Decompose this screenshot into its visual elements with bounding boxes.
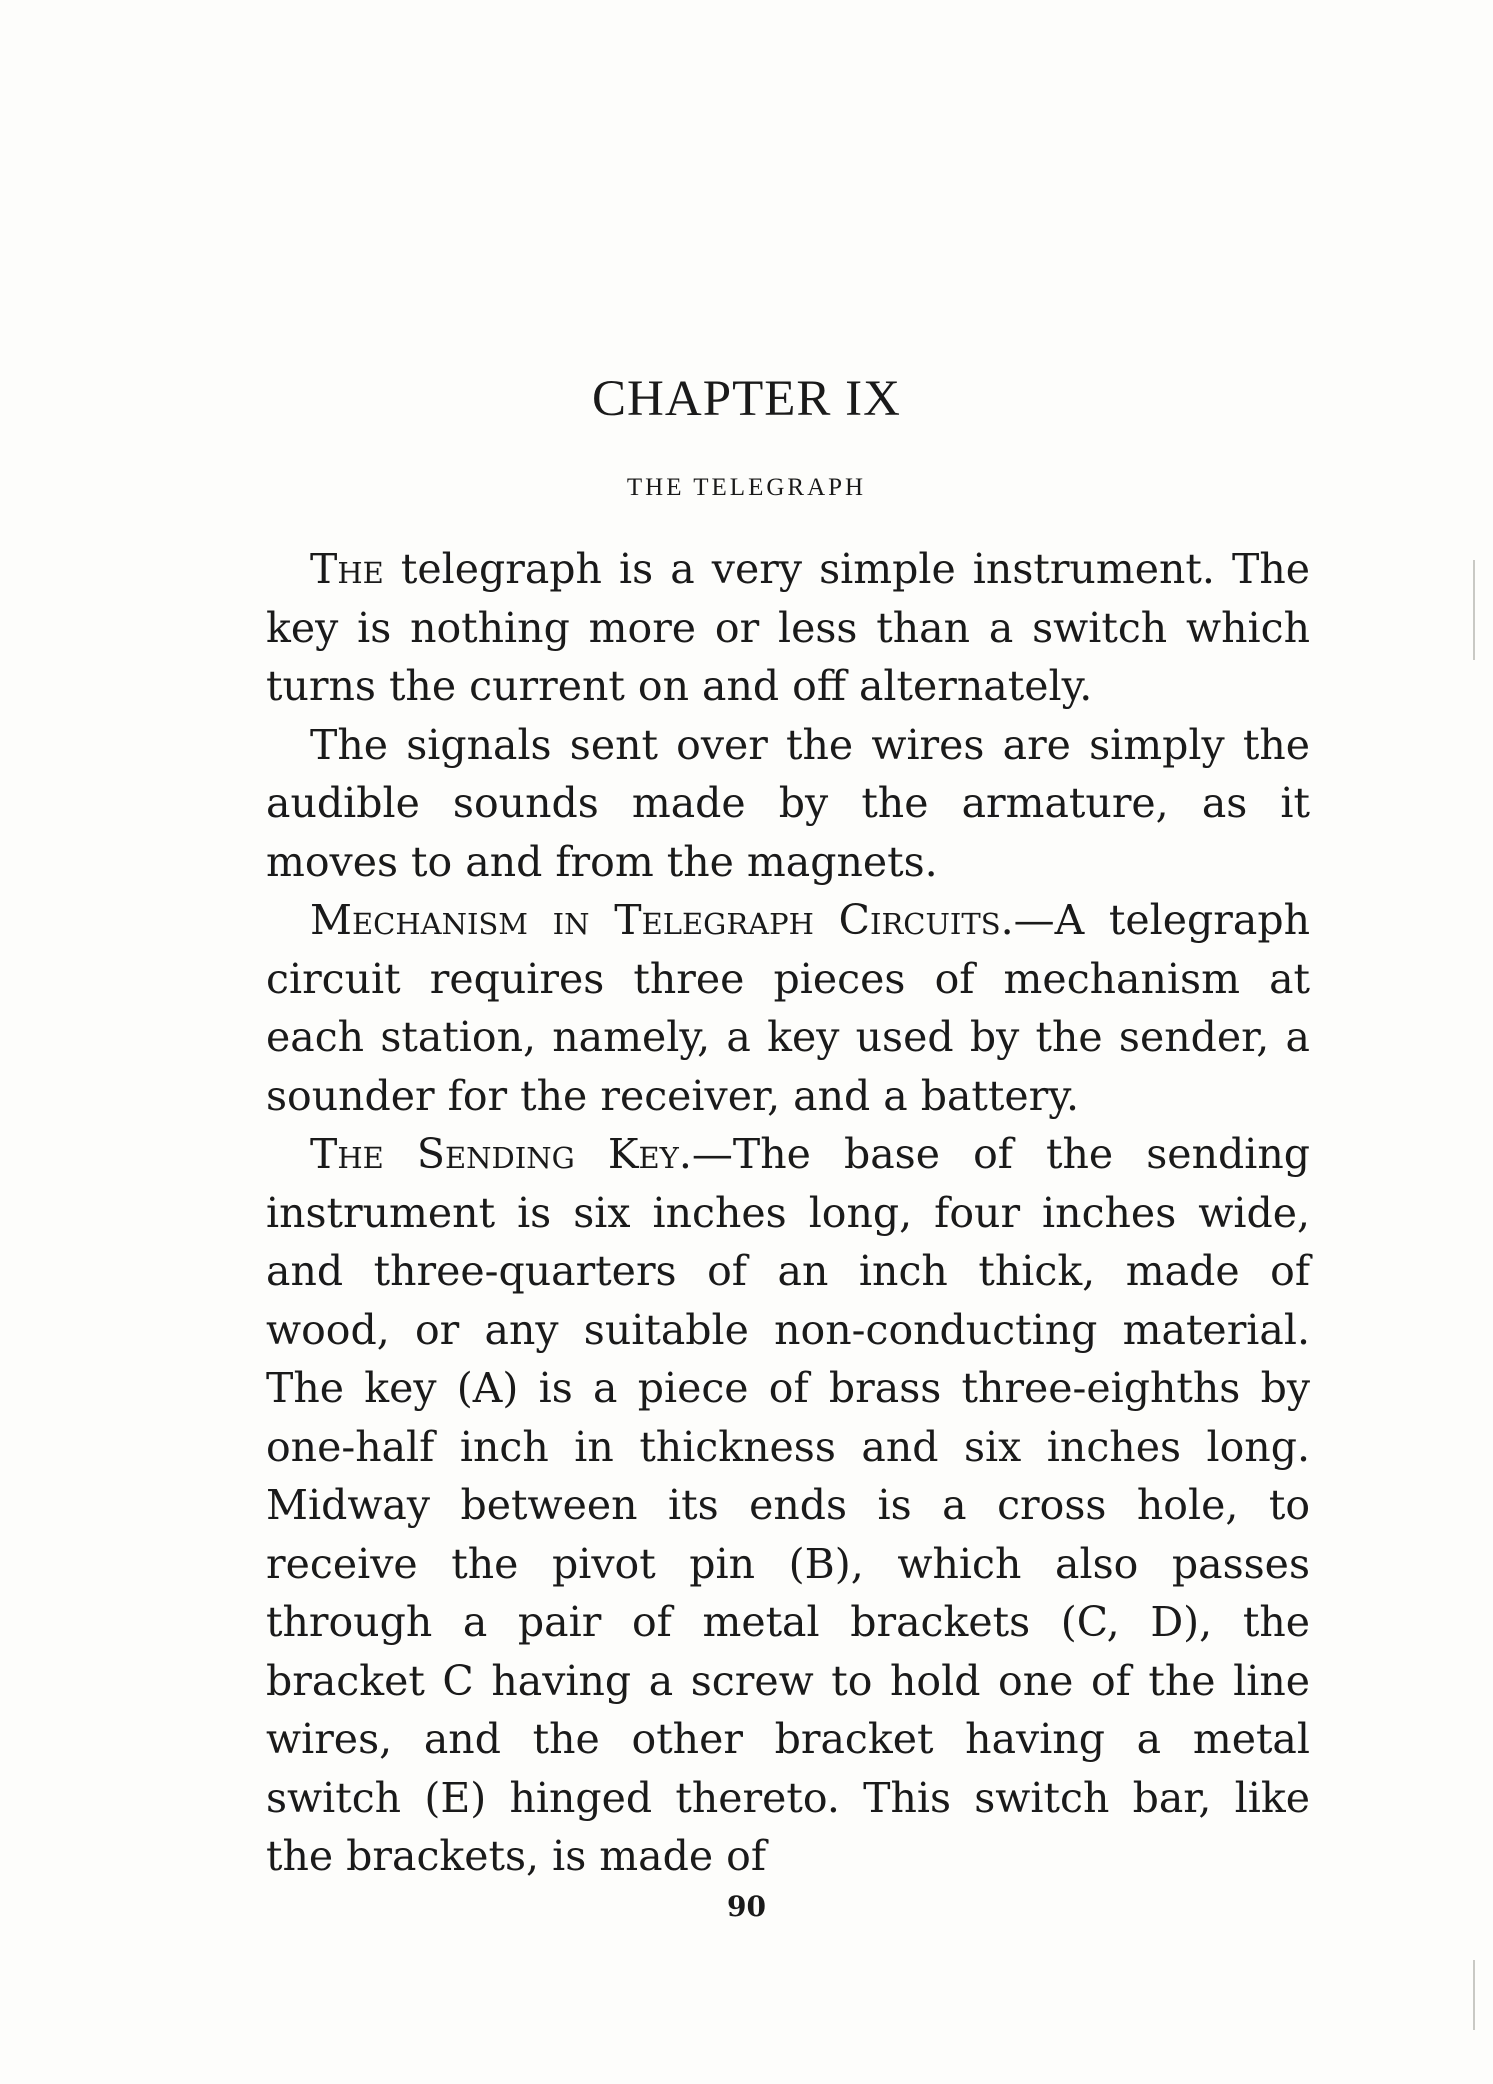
paragraph-text: The signals sent over the wires are simply the audible sounds made by the armature, as it moves to and from the magnets.	[266, 720, 1310, 886]
paragraph-3	[266, 891, 1310, 1125]
paragraph-4	[266, 1125, 1310, 1886]
paragraph-text: —The base of the sending instrument is six inches long, four inches wide, and three-quarters of an inch thick, made of wood, or any suitable non-conducting material. The key (A) is a piece of brass three-eighths by one-half inch in thickness and six inches long. Midway between its ends is a cross hole, to receive the pivot pin (B), which also passes through a pair of metal brackets (C, D), the bracket C having a screw to hold one of the line wires, and the other bracket having a metal switch (E) hinged thereto. This switch bar, like the brackets, is made of	[266, 1130, 1310, 1880]
section-heading: The Sending Key.	[310, 1130, 692, 1178]
scan-edge-mark	[1473, 1960, 1475, 2030]
paragraph-text: —A telegraph circuit requires three pieces of mechanism at each station, namely, a key used by the sender, a sounder for the receiver, and a battery.	[266, 896, 1310, 1120]
chapter-title: CHAPTER IX	[592, 371, 901, 427]
scan-edge-mark	[1473, 560, 1475, 660]
chapter-subtitle: THE TELEGRAPH	[626, 474, 867, 501]
paragraph-2	[266, 716, 1310, 892]
paragraph-text: telegraph is a very simple instrument. The key is nothing more or less than a switch which turns the current on and off alternately.	[266, 545, 1310, 710]
body-text	[266, 540, 1310, 1886]
page-number: 90	[727, 1890, 766, 1923]
paragraph-lead: The	[310, 545, 384, 593]
paragraph-1	[266, 540, 1310, 716]
section-heading: Mechanism in Telegraph Circuits.	[310, 896, 1014, 944]
